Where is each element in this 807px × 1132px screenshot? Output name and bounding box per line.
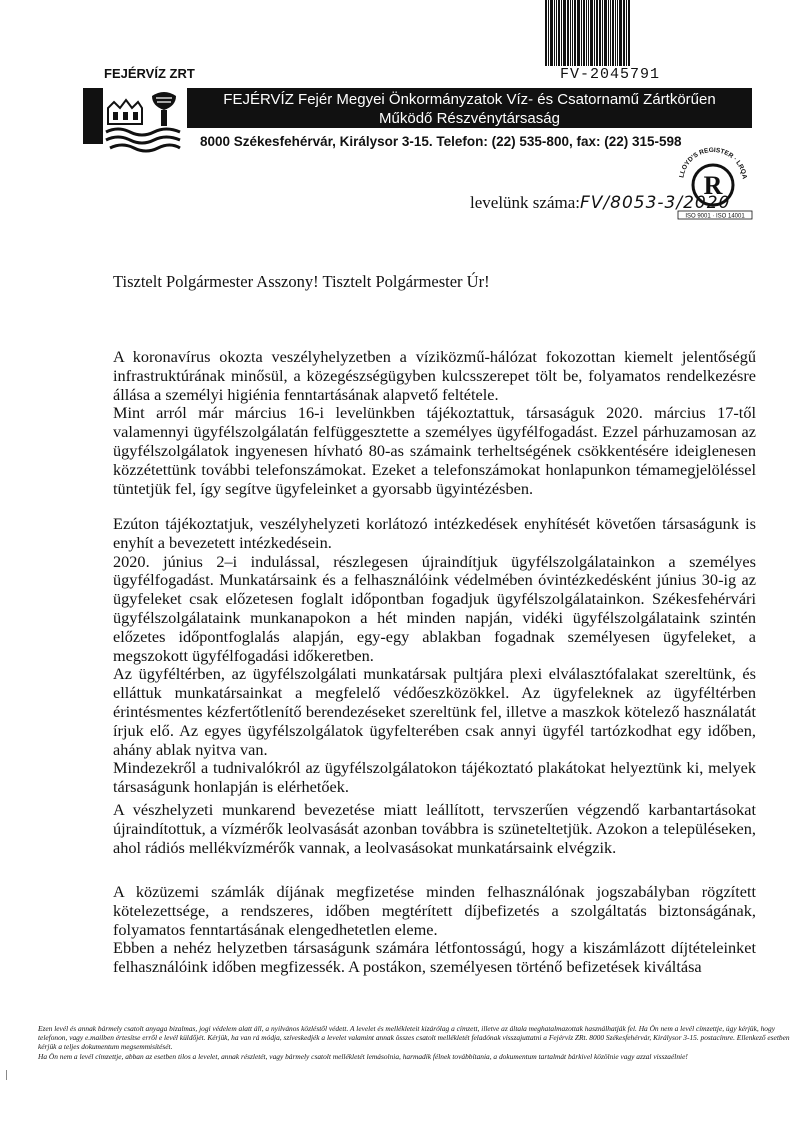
- reference-label: levelünk száma:: [470, 193, 580, 212]
- paragraph: A vészhelyzeti munkarend bevezetése miatt leállított, tervszerűen végzendő karbantartásokat újraindítottuk, a vízmérők leolvasását azonban továbbra is szüneteltetjük. Azokon a településeken, ahol rádiós mellékvízmérők vannak, a leolvasásokat munkatársaink elvégzik.: [113, 800, 756, 857]
- barcode-bar: [548, 0, 549, 66]
- barcode-bar: [586, 0, 587, 66]
- barcode-bar: [590, 0, 593, 66]
- disclaimer-text: Ha Ön nem a levél címzettje, abban az esetben tilos a levelet, annak részletét, vagy bármely csatolt mellékletét lemásolnia, harmadik félnek továbbítania, a dokumentum tartalmát bárkivel közölnie vagy azzal visszaélnie!: [38, 1051, 688, 1061]
- barcode-bar: [604, 0, 607, 66]
- barcode-bar: [594, 0, 595, 66]
- banner-line1: Fejér Megyei Önkormányzatok Víz- és Csatornamű Zártkörűen: [293, 91, 716, 108]
- barcode-bar: [561, 0, 562, 66]
- letter-section-3: [113, 801, 756, 857]
- banner-brand: FEJÉRVÍZ: [223, 91, 294, 108]
- barcode-bar: [623, 0, 625, 66]
- paragraph: Mint arról már március 16-i levelünkben tájékoztattuk, társaságuk 2020. március 17-től valamennyi ügyfélszolgálatán felfüggesztette a személyes ügyfélfogadást. Ezzel párhuzamosan az ügyfélszolgálatok ingyenesen hívható 80-as számaink terheltségének csökkentésére ideiglenesen közzétettünk további telefonszámokat. Ezeket a telefonszámokat honlapunkon témamegjelöléssel tüntetjük fel, így segítve ügyfeleinket a gyorsabb ügyintézésben.: [113, 403, 756, 498]
- barcode-bar: [599, 0, 601, 66]
- letter-section-1: [113, 348, 756, 498]
- letter-section-4: [113, 883, 756, 977]
- barcode-bar: [602, 0, 603, 66]
- barcode-bar: [570, 0, 571, 66]
- barcode-bar: [612, 0, 614, 66]
- barcode-bar: [556, 0, 557, 66]
- cert-ring-text: LLOYD'S REGISTER · LRQA: [678, 146, 748, 180]
- barcode-bar: [558, 0, 560, 66]
- paragraph: Az ügyféltérben, az ügyfélszolgálati munkatársak pultjára plexi elválasztófalakat szereltünk, és elláttuk munkatársainkat a megfelelő védőeszközökkel. Az ügyfeleknek az ügyféltérben érintésmentes kézfertőtlenítő berendezéseket szereltünk fel, illetve a maszkok kötelező használatát írjuk elő. Az egyes ügyfélszolgálatok ügyfelterében csak annyi ügyfél tartózkodhat egy időben, ahány ablak nyitva van.: [113, 664, 756, 759]
- letter-section-2: [113, 515, 756, 797]
- banner-line2: Működő Részvénytársaság: [379, 110, 560, 127]
- barcode-bar: [626, 0, 627, 66]
- letterhead-block: [83, 88, 103, 144]
- company-brand-name: FEJÉRVÍZ ZRT: [104, 66, 195, 81]
- barcode-bar: [619, 0, 622, 66]
- document-id: FV-2045791: [560, 66, 661, 83]
- reference-number: [470, 193, 730, 213]
- barcode-bar: [550, 0, 553, 66]
- barcode-bar: [572, 0, 573, 66]
- barcode-bar: [596, 0, 598, 66]
- barcode-bar: [574, 0, 576, 66]
- barcode-bar: [588, 0, 589, 66]
- barcode: [545, 0, 661, 66]
- barcode-bar: [581, 0, 582, 66]
- paragraph: A koronavírus okozta veszélyhelyzetben a víziközmű-hálózat fokozottan kiemelt jelentőségű infrastruktúrának minősül, a közegészségügyben kulcsszerepet tölt be, folyamatos rendelkezésre állása a személyi higiénia fenntartásának alapvető feltétele.: [113, 347, 756, 404]
- company-logo-icon: [104, 88, 184, 154]
- barcode-bar: [610, 0, 611, 66]
- barcode-bar: [554, 0, 555, 66]
- barcode-bar: [617, 0, 618, 66]
- barcode-bar: [608, 0, 609, 66]
- barcode-bar: [583, 0, 585, 66]
- barcode-bar: [577, 0, 580, 66]
- barcode-bar: [567, 0, 569, 66]
- cert-iso-text: ISO 9001 · ISO 14001: [685, 213, 745, 220]
- margin-mark: [6, 1070, 7, 1080]
- barcode-bar: [628, 0, 630, 66]
- letter-greeting: Tisztelt Polgármester Asszony! Tisztelt Polgármester Úr!: [113, 272, 490, 291]
- disclaimer-text: Ezen levél és annak bármely csatolt anyaga bizalmas, jogi védelem alatt áll, a nyilvános közléstől védett. A levelet és mellékleteit kizárólag a címzett, illetve az általa meghatalmazottak használhatják fel. Ha Ön nem a levél címzettje, úgy kérjük, hogy telefonon, vagy e.mailben értesítse erről e levél küldőjét. Kérjük, ha van rá módja, szíveskedjék a levelet valamint annak összes csatolt mellékletét feladónak visszajuttatni a Fejérvíz ZRt. 8000 Székesfehérvár, Királysor 3-15. postacímre. Ellenkező esetben kérjük a teljes dokumentum megsemmisítését.: [38, 1024, 790, 1052]
- barcode-bar: [545, 0, 547, 66]
- paragraph: 2020. június 2–i indulással, részlegesen újraindítjuk ügyfélszolgálatainkon a személyes ügyfélfogadást. Munkatársaink és a felhasználóink védelmében óvintézkedésként június 30-ig az ügyfeleket csak előzetesen foglalt időpontban fogadjuk ügyfélszolgálatainkon. Székesfehérvári ügyfélszolgálataink munkanapokon a hét minden napján, vidéki ügyfélszolgálataink szintén előzetes időpontfoglalás alapján, egy-egy ablakban fogadnak személyesen ügyfeleket, a megszokott ügyfélfogadási időkeretben.: [113, 551, 756, 665]
- paragraph: Mindezekről a tudnivalókról az ügyfélszolgálatokon tájékoztató plakátokat helyeztünk ki, melyek társaságunk honlapján is elérhetőek.: [113, 758, 756, 797]
- paragraph: Ebben a nehéz helyzetben társaságunk számára létfontosságú, hogy a kiszámlázott díjtételeinket felhasználóink időben megfizessék. A postákon, személyesen történő befizetések kiváltása: [113, 938, 756, 977]
- reference-value: FV/8053-3/2020: [580, 193, 731, 213]
- barcode-bar: [563, 0, 566, 66]
- paragraph: A közüzemi számlák díjának megfizetése minden felhasználónak jogszabályban rögzített kötelezettsége, a rendszeres, időben megtérített díjbefizetés a szolgáltatás biztonságának, folyamatos fenntartásának elengedhetetlen eleme.: [113, 882, 756, 939]
- barcode-bar: [615, 0, 616, 66]
- company-address: 8000 Székesfehérvár, Királysor 3-15. Telefon: (22) 535-800, fax: (22) 315-598: [200, 134, 682, 149]
- paragraph: Ezúton tájékoztatjuk, veszélyhelyzeti korlátozó intézkedések enyhítését követően társaságunk is enyhít a bevezetett intézkedésein.: [113, 514, 756, 552]
- confidentiality-disclaimer: [38, 1024, 790, 1061]
- svg-text:R: R: [703, 171, 723, 200]
- company-name-banner: [187, 88, 752, 128]
